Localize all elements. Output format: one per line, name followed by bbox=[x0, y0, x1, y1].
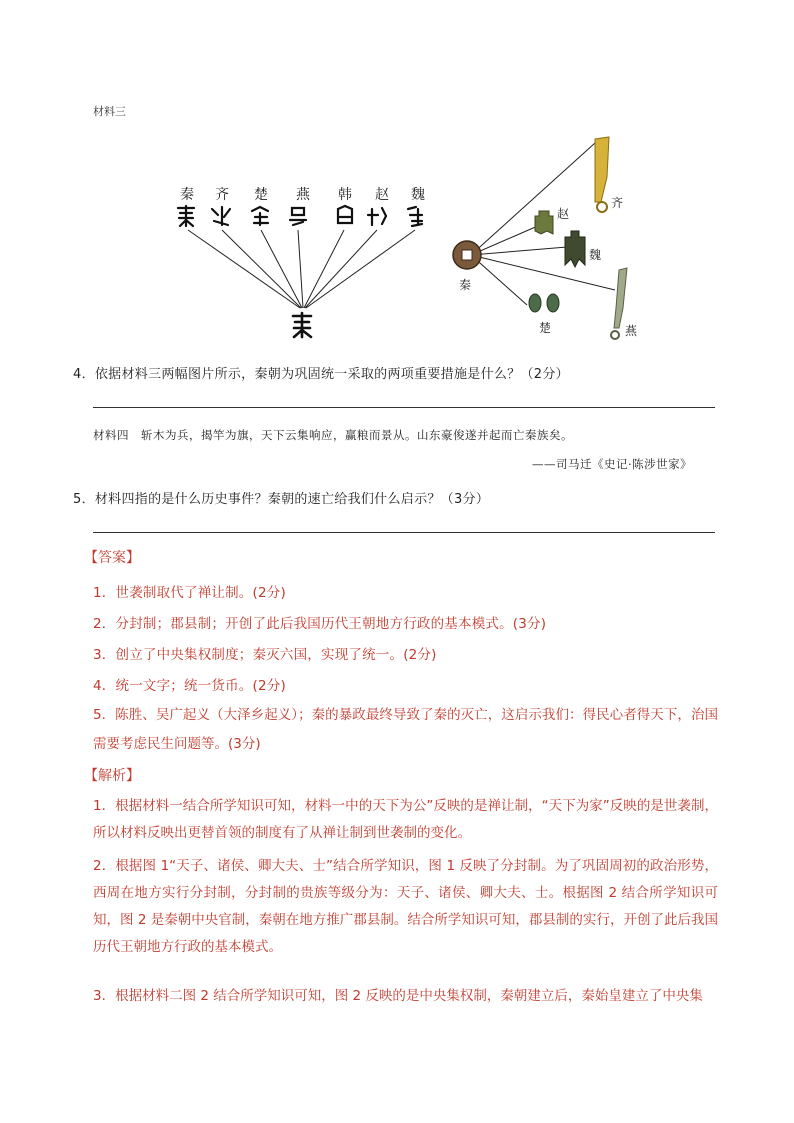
glyph-zhao-icon bbox=[368, 208, 386, 225]
analysis-3: 3．根据材料二图 2 结合所学知识可知，图 2 反映的是中央集权制，秦朝建立后，秦始皇建立了中央集 bbox=[93, 988, 703, 1004]
currency-unification-figure bbox=[445, 135, 665, 345]
answer-line-q4 bbox=[93, 407, 715, 408]
chu-ant-nose-coin-icon bbox=[529, 294, 559, 312]
currency-label-wei: 魏 bbox=[589, 248, 602, 262]
qi-knife-coin-icon bbox=[595, 137, 609, 212]
glyph-qin-unified-icon bbox=[293, 313, 311, 337]
answer-4: 4．统一文字；统一货币。(2分) bbox=[93, 678, 286, 694]
glyph-han-icon bbox=[338, 206, 352, 223]
analysis-heading: 【解析】 bbox=[84, 768, 140, 784]
state-label-chu: 楚 bbox=[254, 187, 268, 203]
glyph-chu-icon bbox=[252, 207, 268, 225]
material-3-label: 材料三 bbox=[93, 105, 126, 118]
glyph-yan-icon bbox=[290, 208, 306, 225]
answer-5: 5．陈胜、吴广起义（大泽乡起义）；秦的暴政最终导致了秦的灭亡，这启示我们：得民心者得天下，治国需要考虑民生问题等。(3分) bbox=[93, 707, 718, 752]
glyph-qi-icon bbox=[212, 207, 230, 225]
currency-label-qin: 秦 bbox=[459, 278, 472, 292]
state-label-zhao: 赵 bbox=[375, 187, 389, 203]
answer-1: 1．世袭制取代了禅让制。(2分) bbox=[93, 585, 286, 601]
analysis-2: 2．根据图 1“天子、诸侯、卿大夫、士”结合所学知识，图 1 反映了分封制。为了巩固周初的政治形势，西周在地方实行分封制，分封制的贵族等级分为：天子、诸侯、卿大夫、士。根据图 2 结合所学知识可知，图 2 是秦朝中央官制，秦朝在地方推广郡县制。结合所学知识可知，郡县制的实行，开创了此后我国历代王朝地方行政的基本模式。 bbox=[93, 858, 718, 955]
answer-3: 3．创立了中央集权制度；秦灭六国，实现了统一。(2分) bbox=[93, 647, 437, 663]
state-label-wei: 魏 bbox=[411, 187, 425, 203]
question-4: 4．依据材料三两幅图片所示，秦朝为巩固统一采取的两项重要措施是什么？（2分） bbox=[73, 367, 569, 382]
question-5: 5．材料四指的是什么历史事件？秦朝的速亡给我们什么启示？（3分） bbox=[73, 492, 490, 507]
glyph-qin-icon bbox=[178, 206, 194, 226]
currency-label-zhao: 赵 bbox=[557, 207, 570, 221]
zhao-spade-coin-icon bbox=[535, 211, 553, 234]
state-label-qi: 齐 bbox=[215, 187, 229, 203]
glyph-wei-icon bbox=[408, 207, 422, 226]
ancient-script-glyphs bbox=[178, 206, 422, 337]
answer-line-q5 bbox=[93, 532, 715, 533]
banliang-coin-icon bbox=[453, 241, 481, 269]
analysis-1: 1．根据材料一结合所学知识可知，材料一中的天下为公”反映的是禅让制，“天下为家”反映的是世袭制，所以材料反映出更替首领的制度有了从禅让制到世袭制的变化。 bbox=[93, 798, 718, 841]
state-label-yan: 燕 bbox=[296, 187, 310, 203]
currency-label-qi: 齐 bbox=[611, 196, 624, 210]
material-4-text: 材料四 斩木为兵，揭竿为旗，天下云集响应，赢粮而景从。山东豪俊遂并起而亡秦族矣。 bbox=[93, 428, 573, 442]
material-4-source: ——司马迁《史记·陈涉世家》 bbox=[532, 457, 693, 471]
script-unification-figure bbox=[160, 175, 450, 350]
currency-label-chu: 楚 bbox=[539, 321, 552, 335]
currency-label-yan: 燕 bbox=[625, 324, 638, 338]
state-label-qin: 秦 bbox=[180, 187, 194, 203]
state-label-han: 韩 bbox=[338, 187, 352, 203]
answer-heading: 【答案】 bbox=[84, 550, 140, 566]
wei-spade-coin-icon bbox=[565, 231, 585, 267]
connector-lines bbox=[188, 230, 415, 308]
answer-2: 2．分封制；郡县制；开创了此后我国历代王朝地方行政的基本模式。(3分) bbox=[93, 616, 547, 632]
